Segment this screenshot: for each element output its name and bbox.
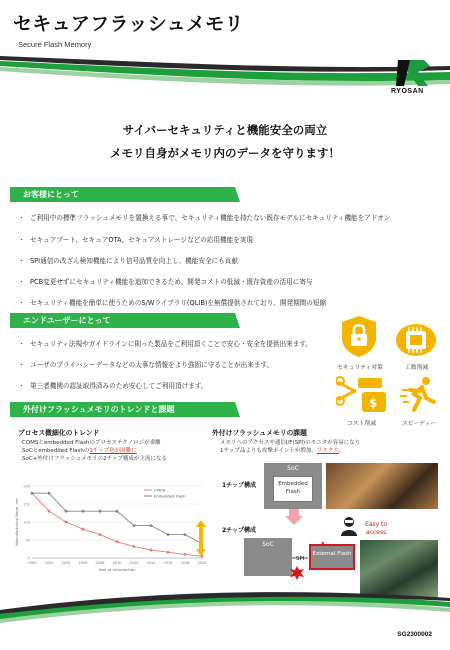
company-logo-text: RYOSAN <box>391 88 424 95</box>
lock-icon <box>338 314 380 358</box>
x-tick-label: 2002 <box>44 561 54 565</box>
chip-icon <box>392 318 440 358</box>
data-point-1 <box>99 510 102 513</box>
bullet-enduser-1: ・ セキュリティ法規やガイドラインに則った製品をご利用頂くことで安心・安全を提供出来ます。 <box>18 340 312 348</box>
x-tick-label: 2020 <box>197 561 207 565</box>
circuit-board-photo <box>326 463 438 509</box>
bullet-customer-1: ・ ご利用中の標準フラッシュメモリを置換える事で、セキュリティ機能を持たない既存モデルにセキュリティ機能をアドオン <box>18 214 391 222</box>
one-chip-label: 1チップ構成 <box>222 482 256 489</box>
bullet-customer-2: ・ セキュアブート、セキュアOTA、セキュアストレージなどの応用機能を実現 <box>18 236 254 244</box>
bullet-customer-4: ・ PCB変更せずにセキュリティ機能を追加できるため、開発コストの低減・既存資産の活用に寄与 <box>18 278 313 286</box>
data-point-1 <box>48 492 51 495</box>
two-chip-label: 2チップ構成 <box>222 527 256 534</box>
cost-icon <box>336 374 394 414</box>
trend-left-heading: プロセス微細化のトレンド <box>18 429 100 437</box>
bullet-enduser-2: ・ ユーザのプライバシーデータなどの大事な情報をより強固に守ることが出来ます。 <box>18 361 274 369</box>
easy-access-label: Easy to access <box>364 521 388 536</box>
x-tick-label: 2004 <box>61 561 71 565</box>
headline-line-1: サイバーセキュリティと機能安全の両立 <box>122 123 328 137</box>
data-point-0 <box>116 540 119 543</box>
y-axis-label: Manufacturing Node, nm <box>14 498 19 546</box>
process-node-chart <box>12 480 212 580</box>
bullet-customer-5: ・ セキュリティ機能を簡単に使うためのS/Wライブラリ(QLIB)を無償提供されており、開発期間の短縮 <box>18 299 327 307</box>
headline-line-2: メモリ自身がメモリ内のデータを守ります！ <box>110 146 340 160</box>
y-tick-label: 150 <box>23 502 30 507</box>
footer-decoration <box>0 590 450 630</box>
x-tick-label: 2000 <box>27 561 37 565</box>
data-point-0 <box>99 533 102 536</box>
trend-right-heading: 外付けフラッシュメモリの課題 <box>212 429 307 437</box>
spi-label: SPI <box>296 556 305 562</box>
down-arrow-icon <box>285 509 303 525</box>
svg-text:$: $ <box>369 396 378 410</box>
data-point-1 <box>65 510 68 513</box>
icon-label-security: セキュリティ対策 <box>337 365 383 371</box>
data-point-0 <box>82 528 85 531</box>
x-axis-label: Year of Introduction <box>98 567 136 572</box>
section-bar-customers <box>10 187 240 202</box>
data-point-1 <box>167 533 170 536</box>
data-point-0 <box>48 510 51 513</box>
two-chip-soc-block: SoC <box>244 538 292 576</box>
x-tick-label: 2010 <box>112 561 122 565</box>
icon-label-cost: コスト削減 <box>347 421 376 427</box>
y-tick-label: 50 <box>25 538 30 543</box>
warning-burst-icon <box>290 566 304 580</box>
data-point-0 <box>133 545 136 548</box>
section-bar-end-users <box>10 313 240 328</box>
legend-label-0: CMOS <box>154 487 166 493</box>
bullet-customer-3: ・ SPI通信の改ざん検知機能により信号品質を向上し、機能安全にも貢献 <box>18 257 238 265</box>
y-tick-label: 0 <box>27 556 30 561</box>
x-tick-label: 2016 <box>163 561 173 565</box>
data-point-1 <box>116 510 119 513</box>
section-title-end-users: エンドユーザーにとって <box>23 316 111 325</box>
page-title: セキュアフラッシュメモリ <box>13 13 244 35</box>
x-tick-label: 2012 <box>129 561 139 565</box>
y-tick-label: 100 <box>23 520 30 525</box>
trend-left-line-3: SoC+外付けフラッシュメモリの2チップ構成が主流になる <box>22 456 167 462</box>
series-line-1 <box>32 493 202 543</box>
legend-label-1: Embedded Flash <box>154 493 186 499</box>
data-point-0 <box>150 549 153 552</box>
x-tick-label: 2008 <box>95 561 105 565</box>
data-point-1 <box>184 533 187 536</box>
trend-right-line-1: メモリへのアクセスや通信I/F(SPI)のモニタが容易になり <box>220 440 361 446</box>
section-title-customers: お客様にとって <box>23 190 79 199</box>
page-subtitle: Secure Flash Memory <box>18 40 92 49</box>
x-tick-label: 2006 <box>78 561 88 565</box>
data-point-0 <box>184 553 187 556</box>
x-tick-label: 2018 <box>180 561 190 565</box>
one-chip-soc-label: SoC <box>287 465 299 472</box>
trend-right-line-2: 1チップ品よりも攻撃ポイントが増加。リスク大。 <box>220 448 345 454</box>
embedded-flash-block: Embedded Flash <box>273 476 313 502</box>
section-bar-trend <box>10 402 240 417</box>
data-point-1 <box>31 492 34 495</box>
external-flash-block: External Flash <box>309 544 355 570</box>
x-tick-label: 2014 <box>146 561 156 565</box>
y-tick-label: 200 <box>23 484 30 489</box>
runner-icon <box>400 376 440 414</box>
one-chip-soc-block <box>264 463 322 509</box>
gap-arrow-icon <box>196 520 206 556</box>
data-point-1 <box>150 524 153 527</box>
data-point-0 <box>65 521 68 524</box>
data-point-1 <box>133 524 136 527</box>
section-title-trend: 外付けフラッシュメモリのトレンドと課題 <box>23 405 175 414</box>
trend-left-line-1: COMSとembedded Flashのプロセステクノロジが乖離 <box>22 440 161 446</box>
document-code: SG2300002 <box>397 631 432 638</box>
data-point-1 <box>82 510 85 513</box>
icon-label-speedy: スピーディー <box>402 421 437 427</box>
trend-left-line-2: SoCとembedded Flashの1チップ化が困難に <box>22 448 137 454</box>
icon-label-workload: 工数削減 <box>405 365 429 371</box>
bullet-enduser-3: ・ 第三者機関の認証取得済みのため安心してご利用頂けます。 <box>18 382 208 390</box>
data-point-0 <box>167 551 170 554</box>
hacker-icon <box>340 516 358 536</box>
